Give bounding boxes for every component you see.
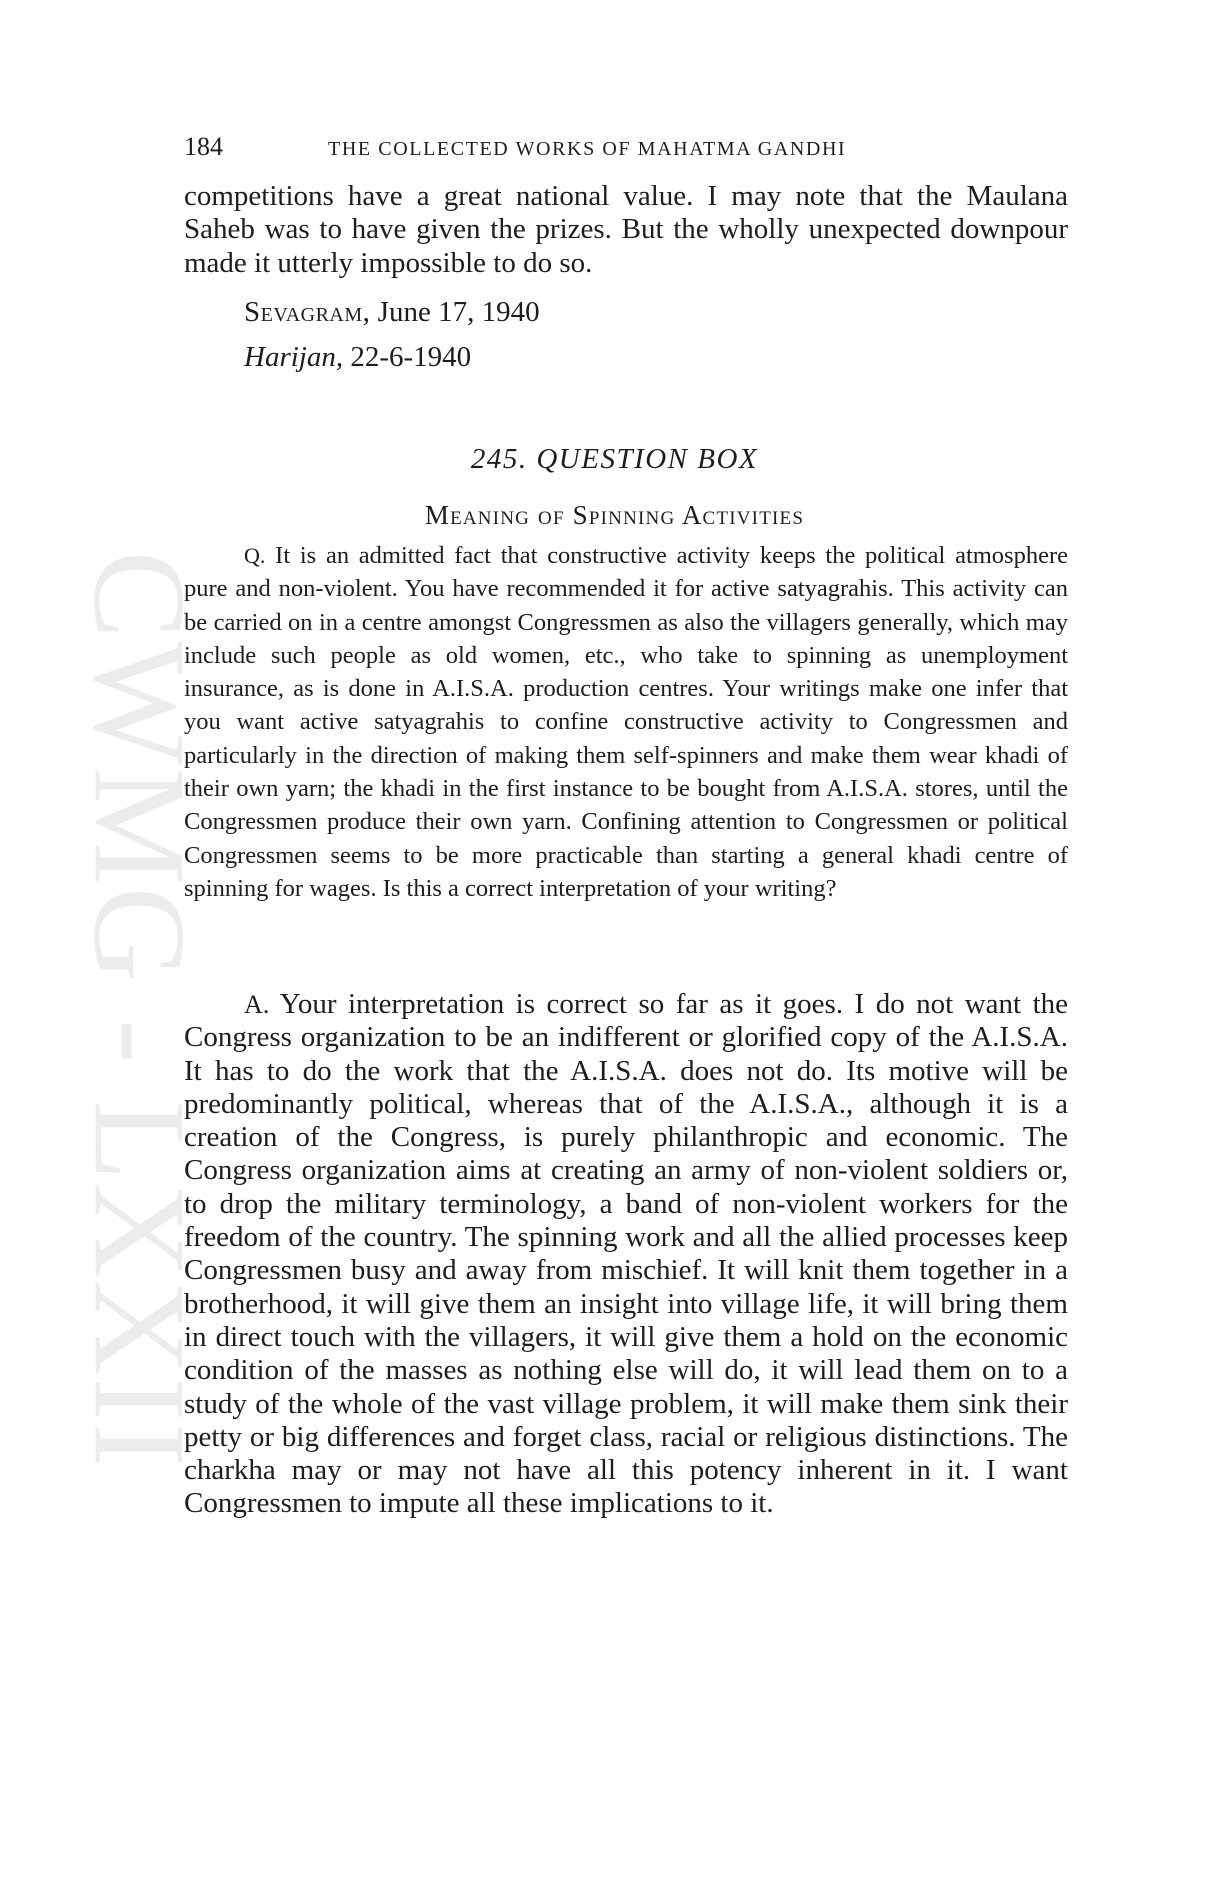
dateline [244, 296, 540, 329]
answer-text: Your interpretation is correct so far as it goes. I do not want the Congress organization to be an indifferent or glorified copy of the A.I.S.A. It has to do the work that the A.I.S.A. does not do. Its motive will be predominantly political, whereas that of the A.I.S.A., although it is a creation of the Congress, is purely philanthropic and economic. The Congress organization aims at creating an army of non-violent soldiers or, to drop the military terminology, a band of non-violent workers for the freedom of the country. The spinning work and all the allied processes keep Congressmen busy and away from mischief. It will knit them together in a brotherhood, it will give them an insight into village life, it will bring them in direct touch with the villagers, it will give them a hold on the economic condition of the masses as nothing else will do, it will lead them on to a study of the whole of the vast village problem, it will make them sink their petty or big differences and forget class, racial or religious distinctions. The charkha may or may not have all this potency inherent in it. I want Congressmen to impute all these implications to it. [184, 988, 1068, 1520]
running-title: THE COLLECTED WORKS OF MAHATMA GANDHI [328, 138, 847, 160]
continuation-block [184, 180, 1068, 280]
source-publication: Harijan, [244, 341, 344, 373]
page-header [184, 132, 1084, 164]
watermark: CWMG - LXXII [66, 550, 214, 1470]
page-number: 184 [184, 132, 223, 161]
answer-label: A. [244, 990, 270, 1019]
question-block [184, 539, 1068, 905]
answer-block [184, 988, 1068, 1521]
dateline-place: Sevagram, [244, 296, 371, 328]
source-date: 22-6-1940 [350, 341, 472, 373]
dateline-date: June 17, 1940 [377, 296, 540, 328]
answer-paragraph [184, 988, 1068, 1521]
continuation-paragraph: competitions have a great national value. I may note that the Maulana Saheb was to have given the prizes. But the wholly unexpected downpour made it utterly impossible to do so. [184, 180, 1068, 279]
question-label: Q. [244, 543, 266, 568]
question-paragraph [184, 539, 1068, 905]
question-text: It is an admitted fact that constructive activity keeps the political atmosphere pure and non-violent. You have recommended it for active satyagrahis. This activity can be carried on in a centre amongst Congressmen as also the villagers generally, which may include such people as old women, etc., who take to spinning as unemployment insurance, as is done in A.I.S.A. production centres. Your writings make one infer that you want active satyagrahis to confine constructive activity to Congressmen and particularly in the direction of making them self-spinners and make them wear khadi of their own yarn; the khadi in the first instance to be bought from A.I.S.A. stores, until the Congressmen produce their own yarn. Confining attention to Congressmen or political Congressmen seems to be more practicable than starting a general khadi centre of spinning for wages. Is this a correct interpretation of your writing? [184, 542, 1068, 902]
article-title: 245. QUESTION BOX [470, 443, 759, 475]
source-citation [244, 341, 471, 374]
section-heading: Meaning of Spinning Activities [424, 500, 805, 530]
